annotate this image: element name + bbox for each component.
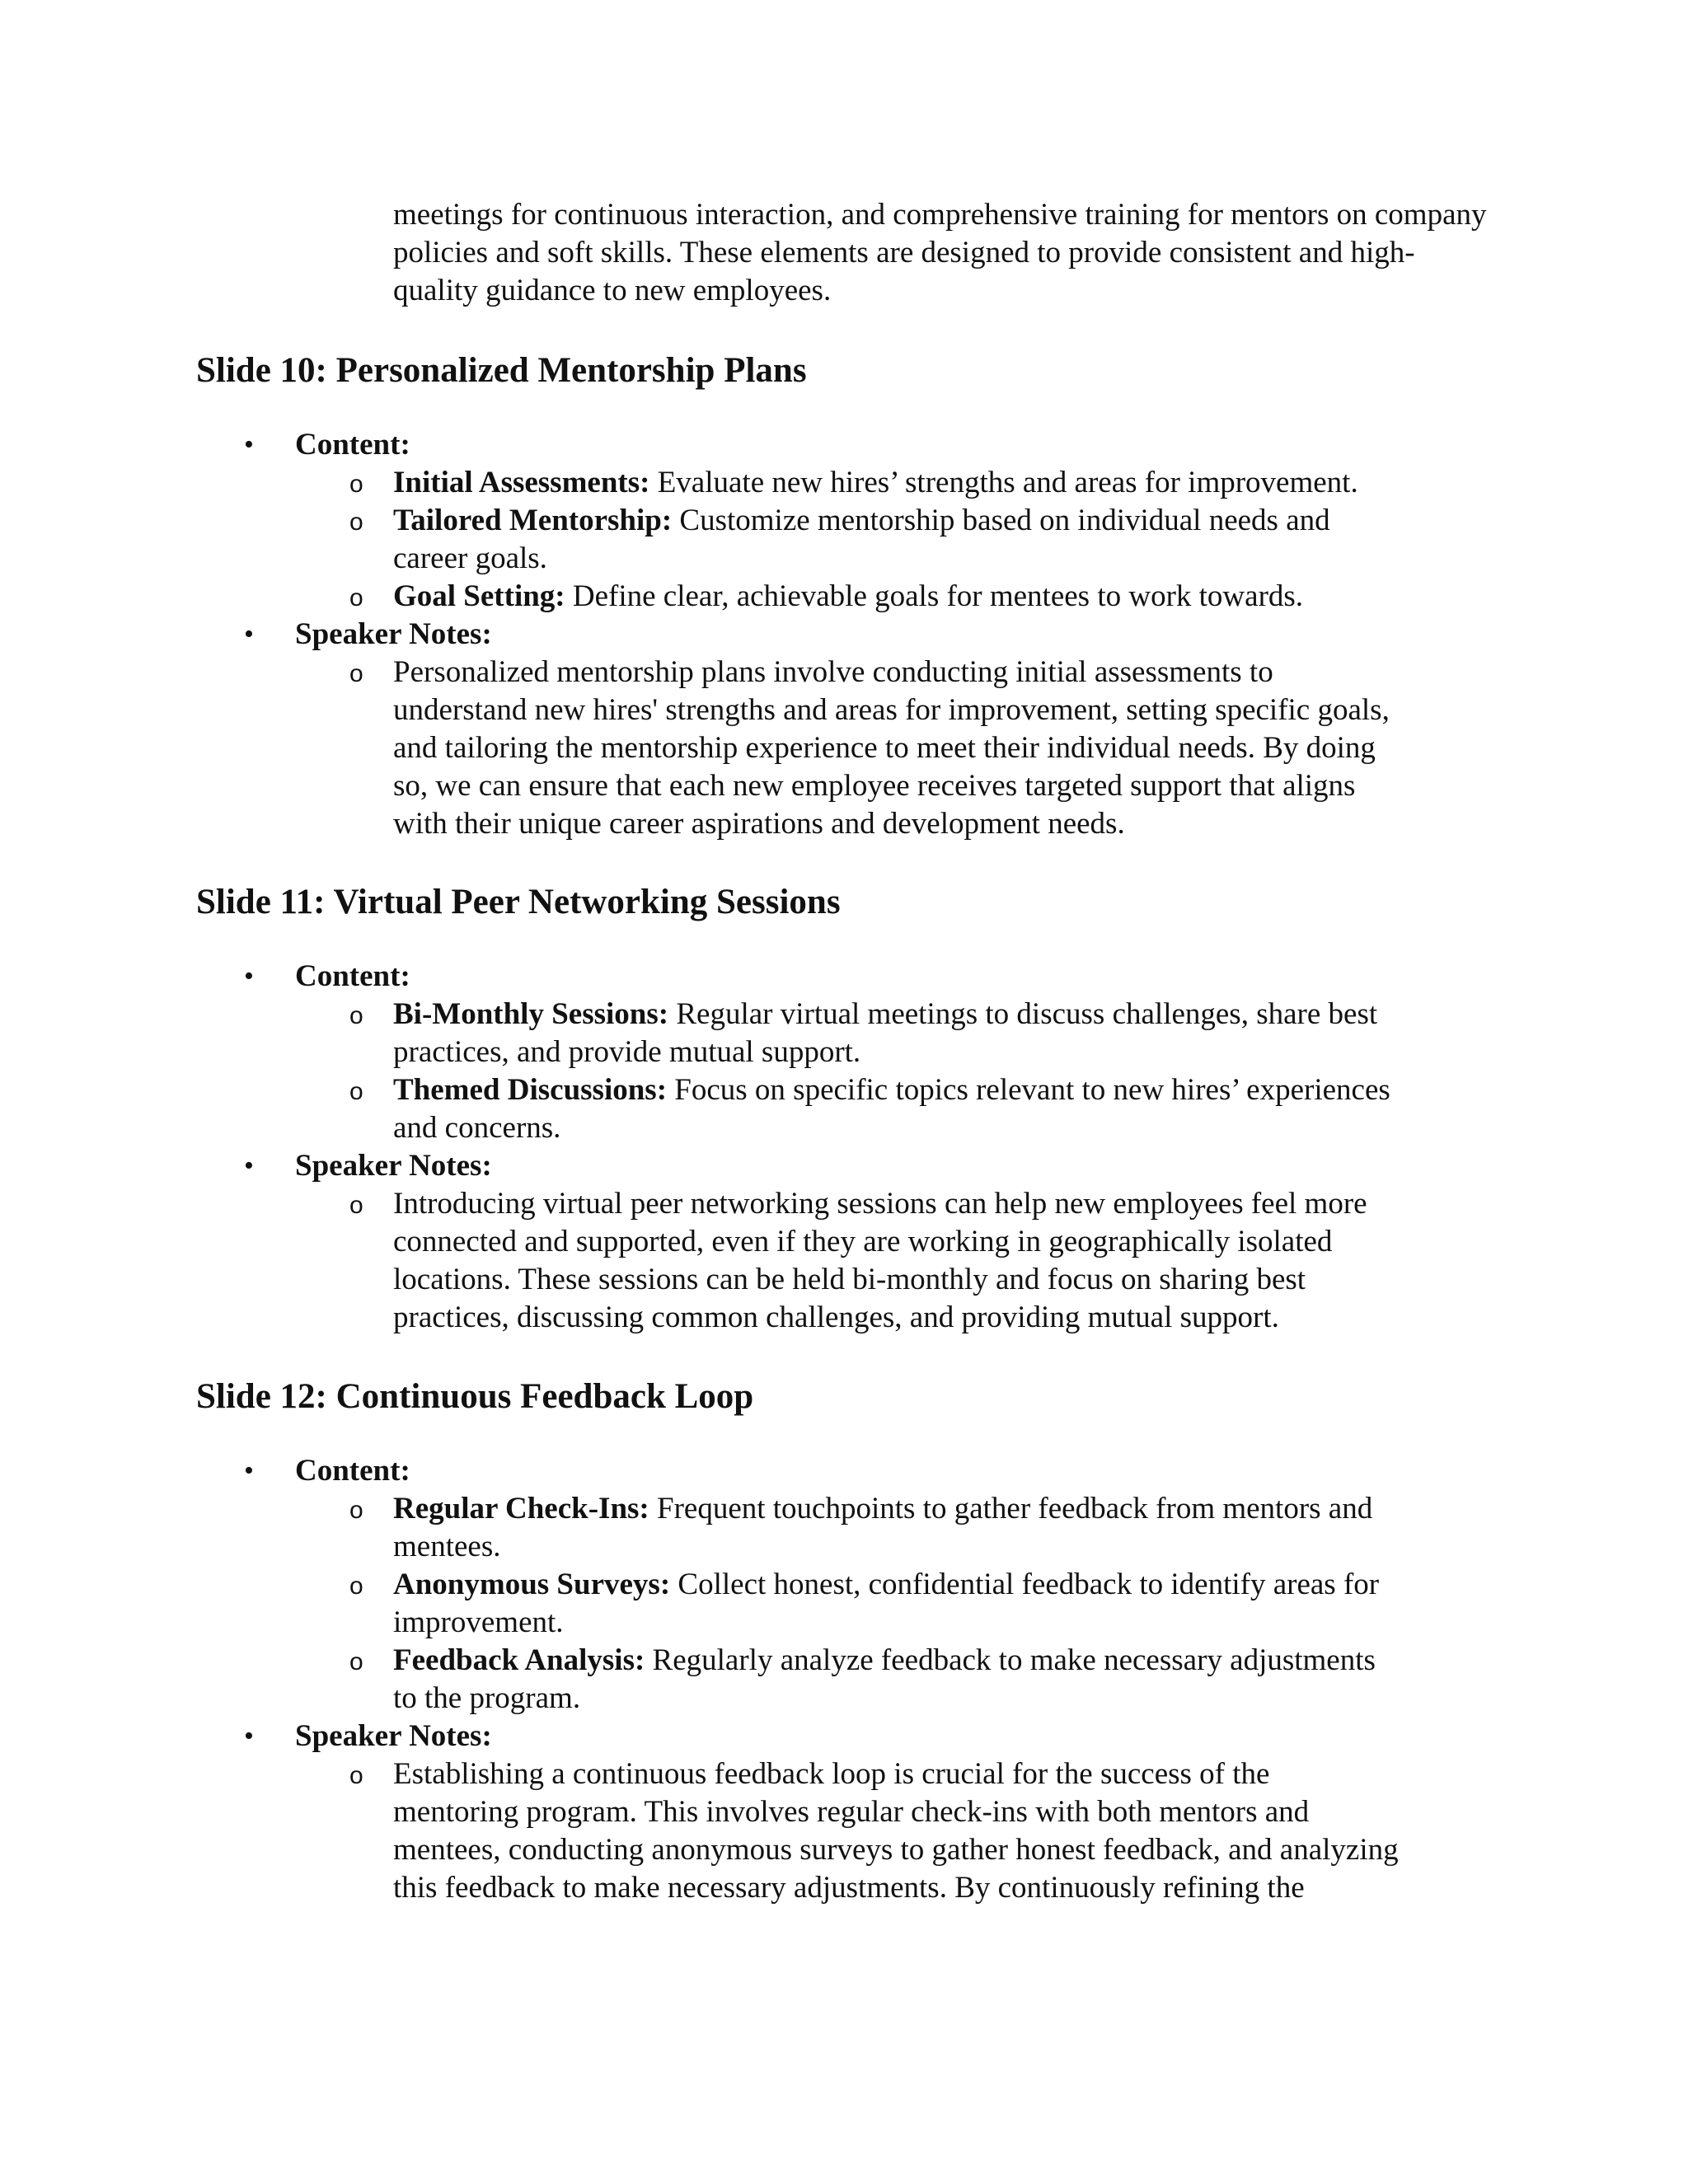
content-bullet [196, 958, 1498, 1147]
content-label: Content: [295, 1454, 410, 1488]
speaker-notes-bullet [196, 1147, 1498, 1337]
continuation-paragraph: meetings for continuous interaction, and comprehensive training for mentors on company policies and soft skills. These elements are designed to provide consistent and high-quality guidance to new employees. [393, 198, 1487, 307]
list-item [295, 654, 1498, 843]
slide-bullet-list [196, 426, 1498, 843]
notes-sublist [295, 1185, 1498, 1337]
content-bullet [196, 426, 1498, 616]
list-item [295, 464, 1498, 502]
item-term: Bi-Monthly Sessions: [393, 997, 669, 1031]
sub-bullet-icon: o [349, 1497, 363, 1524]
notes-text: Personalized mentorship plans involve conducting initial assessments to understand new hires' strengths and areas for improvement, setting specific goals, and tailoring the mentorship experience to meet their individual needs. By doing so, we can ensure that each new employee receives targeted support that aligns with their unique career aspirations and development needs. [393, 655, 1390, 841]
bullet-icon: • [244, 619, 254, 649]
item-text: Regular virtual meetings to discuss challenges, share best practices, and provide mutual support. [393, 997, 1378, 1069]
sub-bullet-icon: o [349, 1192, 363, 1219]
item-text: Focus on specific topics relevant to new hires’ experiences and concerns. [393, 1073, 1390, 1145]
slide-heading: Slide 10: Personalized Mentorship Plans [196, 351, 807, 390]
speaker-notes-bullet [196, 1718, 1498, 1907]
item-term: Feedback Analysis: [393, 1643, 645, 1677]
slide-11-section [196, 882, 1498, 1337]
list-item [295, 1566, 1498, 1642]
list-item [295, 1755, 1498, 1907]
content-label: Content: [295, 428, 410, 462]
item-term: Goal Setting: [393, 579, 565, 613]
sub-bullet-icon: o [349, 1648, 363, 1675]
notes-text: Establishing a continuous feedback loop is crucial for the success of the mentoring program. This involves regular check-ins with both mentors and mentees, conducting anonymous surveys to gather honest feedback, and analyzing this feedback to make necessary adjustments. By continuously refining the [393, 1757, 1399, 1905]
bullet-icon: • [244, 961, 254, 991]
content-sublist [295, 996, 1498, 1147]
item-term: Anonymous Surveys: [393, 1568, 671, 1601]
bullet-icon: • [244, 429, 254, 460]
item-text: Customize mentorship based on individual needs and career goals. [393, 504, 1330, 575]
slide-10-section [196, 350, 1498, 843]
sub-bullet-icon: o [349, 660, 363, 687]
speaker-notes-bullet [196, 616, 1498, 843]
bullet-icon: • [244, 1151, 254, 1181]
content-sublist [295, 464, 1498, 616]
notes-sublist [295, 1755, 1498, 1907]
slide-12-section [196, 1376, 1498, 1907]
notes-label: Speaker Notes: [295, 617, 492, 651]
content-sublist [295, 1490, 1498, 1718]
content-label: Content: [295, 959, 410, 993]
item-term: Themed Discussions: [393, 1073, 668, 1107]
list-item [295, 1071, 1498, 1147]
slide-heading: Slide 12: Continuous Feedback Loop [196, 1377, 754, 1416]
item-text: Define clear, achievable goals for mentees to work towards. [565, 579, 1304, 613]
list-item [295, 1642, 1498, 1718]
item-text: Collect honest, confidential feedback to identify areas for improvement. [393, 1568, 1380, 1639]
bullet-icon: • [244, 1721, 254, 1751]
list-item [295, 996, 1498, 1071]
notes-label: Speaker Notes: [295, 1149, 492, 1183]
sub-bullet-icon: o [349, 1572, 363, 1600]
slide-bullet-list [196, 958, 1498, 1337]
item-term: Regular Check-Ins: [393, 1492, 649, 1526]
sub-bullet-icon: o [349, 471, 363, 498]
bullet-icon: • [244, 1455, 254, 1486]
slide-bullet-list [196, 1452, 1498, 1907]
list-item [295, 578, 1498, 616]
slide-heading: Slide 11: Virtual Peer Networking Sessions [196, 883, 841, 921]
list-item [295, 1490, 1498, 1566]
item-text: Frequent touchpoints to gather feedback from mentors and mentees. [393, 1492, 1373, 1563]
item-text: Evaluate new hires’ strengths and areas for improvement. [649, 466, 1358, 499]
notes-sublist [295, 654, 1498, 843]
notes-label: Speaker Notes: [295, 1719, 492, 1753]
list-item [295, 502, 1498, 578]
item-term: Tailored Mentorship: [393, 504, 673, 537]
list-item [295, 1185, 1498, 1337]
sub-bullet-icon: o [349, 1762, 363, 1789]
item-term: Initial Assessments: [393, 466, 650, 499]
sub-bullet-icon: o [349, 509, 363, 536]
notes-text: Introducing virtual peer networking sessions can help new employees feel more connected and supported, even if they are working in geographically isolated locations. These sessions can be held bi-monthly and focus on sharing best practices, discussing common challenges, and providing mutual support. [393, 1187, 1367, 1334]
sub-bullet-icon: o [349, 1002, 363, 1029]
item-text: Regularly analyze feedback to make necessary adjustments to the program. [393, 1643, 1376, 1715]
sub-bullet-icon: o [349, 1078, 363, 1105]
content-bullet [196, 1452, 1498, 1718]
sub-bullet-icon: o [349, 584, 363, 612]
